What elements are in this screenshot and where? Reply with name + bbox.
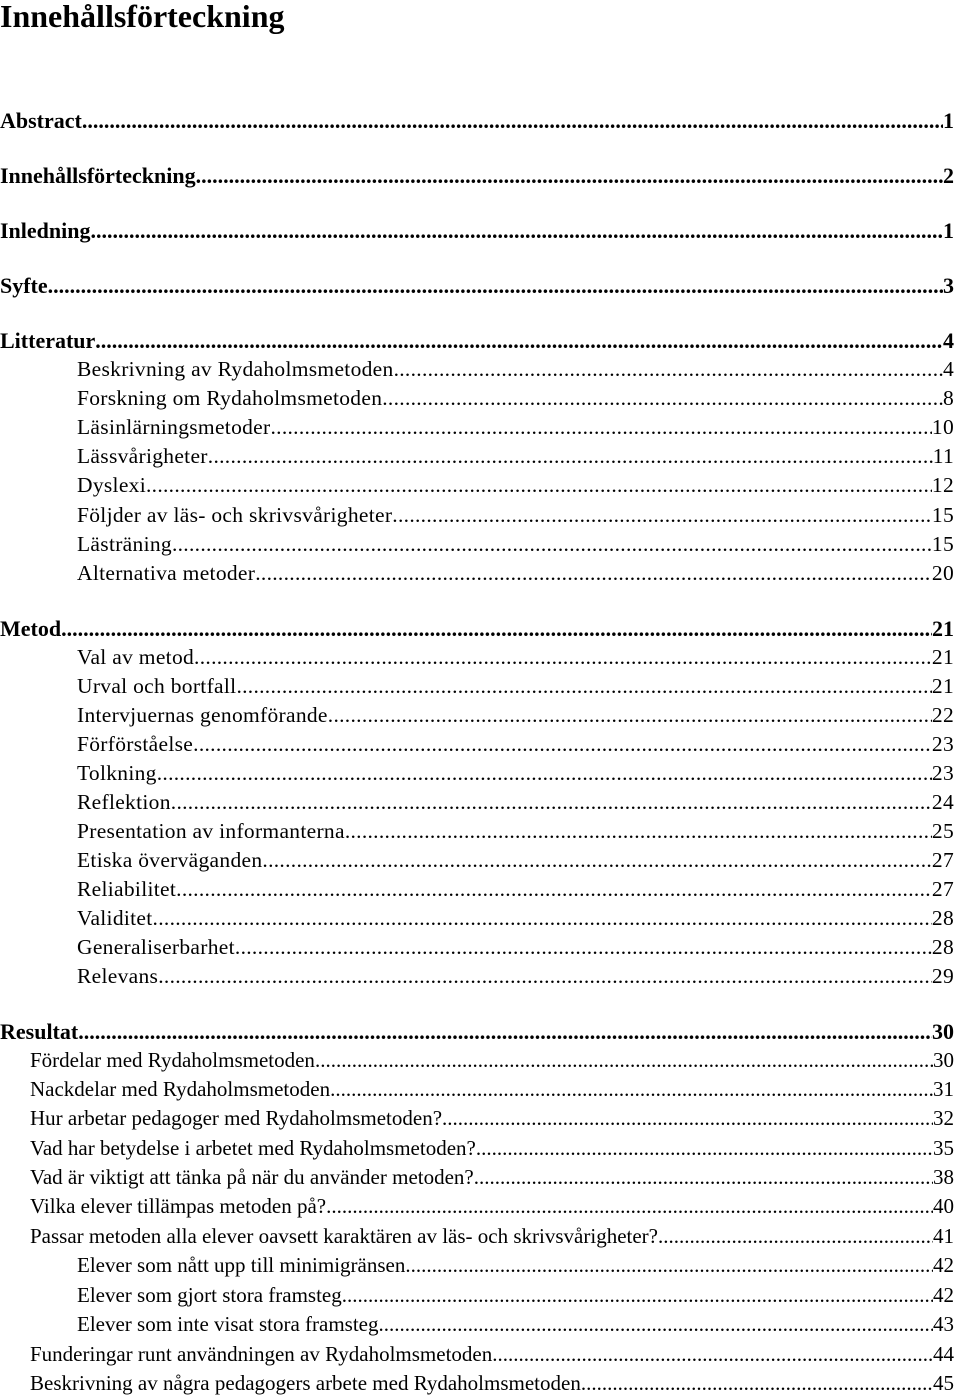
toc-entry-label: Tolkning — [77, 761, 157, 785]
toc-dot-leader — [262, 848, 931, 873]
toc-entry[interactable] — [30, 1165, 954, 1190]
toc-entry-page-number: 41 — [933, 1224, 954, 1248]
toc-entry-page-number: 44 — [933, 1342, 954, 1366]
toc-entry-label: Presentation av informanterna — [77, 819, 345, 843]
toc-entry-label: Beskrivning av några pedagogers arbete med Rydaholmsmetoden — [30, 1371, 581, 1395]
toc-entry-label: Val av metod — [77, 645, 195, 669]
toc-dot-leader — [157, 761, 932, 786]
toc-dot-leader — [476, 1136, 933, 1161]
toc-entry-page-number: 24 — [931, 790, 954, 814]
toc-entry-page-number: 22 — [931, 703, 954, 727]
toc-entry[interactable] — [77, 877, 954, 902]
toc-entry[interactable] — [30, 1077, 954, 1102]
toc-dot-leader — [474, 1165, 933, 1190]
toc-entry[interactable] — [77, 473, 954, 498]
toc-entry-label: Innehållsförteckning — [0, 163, 196, 188]
toc-entry-page-number: 27 — [931, 848, 954, 872]
toc-entry-label: Förförståelse — [77, 732, 194, 756]
toc-entry-label: Följder av läs- och skrivsvårigheter — [77, 503, 393, 527]
toc-dot-leader — [78, 1019, 932, 1045]
toc-dot-leader — [315, 1048, 933, 1073]
toc-entry-page-number: 8 — [942, 386, 954, 410]
toc-entry-label: Elever som inte visat stora framsteg — [77, 1312, 379, 1336]
toc-dot-leader — [442, 1106, 933, 1131]
toc-dot-leader — [236, 674, 931, 699]
toc-entry-label: Läsinlärningsmetoder — [77, 415, 271, 439]
toc-entry-page-number: 11 — [932, 444, 954, 468]
toc-entry-page-number: 27 — [931, 877, 954, 901]
toc-dot-leader — [270, 415, 931, 440]
toc-dot-leader — [326, 1194, 933, 1219]
toc-entry-label: Etiska överväganden — [77, 848, 263, 872]
toc-entry-page-number: 45 — [933, 1371, 954, 1395]
toc-entry[interactable] — [0, 218, 954, 244]
toc-dot-leader — [82, 108, 943, 134]
toc-entry-page-number: 20 — [931, 561, 954, 585]
toc-entry[interactable] — [77, 1312, 954, 1337]
toc-entry-label: Hur arbetar pedagoger med Rydaholmsmetoden? — [30, 1106, 443, 1130]
toc-entry-label: Metod — [0, 616, 62, 641]
toc-entry[interactable] — [0, 273, 954, 299]
toc-entry[interactable] — [30, 1371, 954, 1396]
toc-entry[interactable] — [77, 761, 954, 786]
toc-entry-page-number: 28 — [931, 906, 954, 930]
toc-dot-leader — [492, 1342, 933, 1367]
toc-entry-label: Dyslexi — [77, 473, 146, 497]
toc-entry[interactable] — [77, 674, 954, 699]
toc-dot-leader — [171, 790, 932, 815]
toc-entry[interactable] — [77, 1283, 954, 1308]
toc-dot-leader — [194, 645, 932, 670]
toc-entry-page-number: 42 — [933, 1253, 954, 1277]
toc-entry[interactable] — [77, 415, 954, 440]
toc-entry[interactable] — [77, 790, 954, 815]
toc-dot-leader — [95, 328, 943, 354]
toc-dot-leader — [208, 444, 933, 469]
toc-entry-label: Relevans — [77, 964, 159, 988]
toc-entry-page-number: 3 — [943, 273, 954, 298]
toc-entry[interactable] — [77, 532, 954, 557]
toc-entry-label: Reflektion — [77, 790, 171, 814]
toc-entry-page-number: 23 — [931, 732, 954, 756]
toc-entry-label: Nackdelar med Rydaholmsmetoden — [30, 1077, 331, 1101]
toc-entry[interactable] — [30, 1342, 954, 1367]
toc-entry-page-number: 12 — [931, 473, 954, 497]
toc-dot-leader — [48, 273, 943, 299]
toc-entry-label: Lästräning — [77, 532, 172, 556]
toc-dot-leader — [172, 532, 932, 557]
toc-dot-leader — [235, 935, 932, 960]
toc-entry-label: Vad är viktigt att tänka på när du använder metoden? — [30, 1165, 474, 1189]
toc-entry[interactable] — [30, 1194, 954, 1219]
toc-entry[interactable] — [30, 1136, 954, 1161]
toc-dot-leader — [153, 906, 932, 931]
toc-entry-label: Urval och bortfall — [77, 674, 237, 698]
toc-entry[interactable] — [77, 503, 954, 528]
toc-entry-page-number: 4 — [942, 357, 954, 381]
toc-dot-leader — [342, 1283, 933, 1308]
toc-entry-page-number: 1 — [943, 218, 954, 243]
toc-entry-page-number: 42 — [933, 1283, 954, 1307]
toc-entry-page-number: 10 — [931, 415, 954, 439]
toc-dot-leader — [581, 1371, 933, 1396]
toc-dot-leader — [394, 357, 943, 382]
toc-entry-page-number: 21 — [932, 616, 954, 641]
toc-dot-leader — [91, 218, 944, 244]
toc-entry-page-number: 29 — [931, 964, 954, 988]
toc-entry[interactable] — [77, 935, 954, 960]
toc-entry-page-number: 43 — [933, 1312, 954, 1336]
toc-entry[interactable] — [77, 561, 954, 586]
toc-entry-page-number: 28 — [931, 935, 954, 959]
toc-entry-page-number: 31 — [933, 1077, 954, 1101]
toc-entry[interactable] — [0, 328, 954, 354]
toc-dot-leader — [345, 819, 932, 844]
page-title: Innehållsförteckning — [0, 0, 285, 34]
toc-entry[interactable] — [30, 1048, 954, 1073]
toc-entry-page-number: 30 — [933, 1048, 954, 1072]
toc-entry-page-number: 40 — [933, 1194, 954, 1218]
toc-entry-label: Abstract — [0, 108, 82, 133]
toc-entry-label: Beskrivning av Rydaholmsmetoden — [77, 357, 394, 381]
toc-dot-leader — [382, 386, 943, 411]
toc-entry-label: Lässvårigheter — [77, 444, 208, 468]
toc-dot-leader — [196, 163, 943, 189]
toc-entry[interactable] — [77, 848, 954, 873]
toc-entry-label: Funderingar runt användningen av Rydaholmsmetoden — [30, 1342, 493, 1366]
toc-dot-leader — [255, 561, 932, 586]
toc-dot-leader — [158, 964, 932, 989]
toc-entry-label: Inledning — [0, 218, 91, 243]
toc-entry-page-number: 35 — [933, 1136, 954, 1160]
toc-dot-leader — [392, 503, 932, 528]
toc-entry-label: Vilka elever tillämpas metoden på? — [30, 1194, 327, 1218]
toc-entry-page-number: 30 — [932, 1019, 954, 1044]
toc-entry[interactable] — [77, 1253, 954, 1278]
toc-entry[interactable] — [77, 703, 954, 728]
toc-entry-label: Alternativa metoder — [77, 561, 256, 585]
toc-dot-leader — [379, 1312, 934, 1337]
toc-dot-leader — [658, 1224, 933, 1249]
toc-entry-label: Elever som nått upp till minimigränsen — [77, 1253, 406, 1277]
toc-entry-label: Reliabilitet — [77, 877, 177, 901]
toc-entry-label: Vad har betydelse i arbetet med Rydaholmsmetoden? — [30, 1136, 476, 1160]
toc-entry[interactable] — [77, 819, 954, 844]
toc-entry-page-number: 23 — [931, 761, 954, 785]
toc-entry-page-number: 25 — [931, 819, 954, 843]
toc-entry-page-number: 15 — [931, 503, 954, 527]
toc-entry[interactable] — [77, 357, 954, 382]
toc-entry-label: Fördelar med Rydaholmsmetoden — [30, 1048, 315, 1072]
toc-entry[interactable] — [0, 616, 954, 642]
toc-entry-page-number: 32 — [933, 1106, 954, 1130]
toc-dot-leader — [193, 732, 932, 757]
toc-entry-page-number: 15 — [931, 532, 954, 556]
toc-entry[interactable] — [0, 108, 954, 134]
toc-entry[interactable] — [30, 1106, 954, 1131]
toc-entry[interactable] — [0, 1019, 954, 1045]
toc-entry-page-number: 21 — [931, 645, 954, 669]
toc-dot-leader — [61, 616, 932, 642]
toc-entry[interactable] — [0, 163, 954, 189]
toc-dot-leader — [330, 1077, 933, 1102]
toc-dot-leader — [328, 703, 932, 728]
toc-entry[interactable] — [30, 1224, 954, 1249]
toc-entry-label: Elever som gjort stora framsteg — [77, 1283, 342, 1307]
toc-entry[interactable] — [77, 906, 954, 931]
toc-entry-label: Passar metoden alla elever oavsett karaktären av läs- och skrivsvårigheter? — [30, 1224, 658, 1248]
toc-entry-label: Resultat — [0, 1019, 79, 1044]
toc-dot-leader — [176, 877, 932, 902]
toc-entry-page-number: 38 — [933, 1165, 954, 1189]
toc-entry[interactable] — [77, 386, 954, 411]
toc-entry-page-number: 4 — [943, 328, 954, 353]
toc-entry-page-number: 21 — [931, 674, 954, 698]
toc-entry-label: Litteratur — [0, 328, 96, 353]
toc-entry-label: Syfte — [0, 273, 48, 298]
toc-entry[interactable] — [77, 645, 954, 670]
toc-entry-page-number: 1 — [943, 108, 954, 133]
toc-dot-leader — [405, 1253, 933, 1278]
toc-entry-label: Generaliserbarhet — [77, 935, 235, 959]
toc-entry[interactable] — [77, 444, 954, 469]
toc-entry-page-number: 2 — [943, 163, 954, 188]
toc-entry[interactable] — [77, 732, 954, 757]
toc-entry-label: Forskning om Rydaholmsmetoden — [77, 386, 383, 410]
toc-dot-leader — [146, 473, 932, 498]
toc-entry-label: Intervjuernas genomförande — [77, 703, 328, 727]
toc-entry-label: Validitet — [77, 906, 153, 930]
toc-entry[interactable] — [77, 964, 954, 989]
